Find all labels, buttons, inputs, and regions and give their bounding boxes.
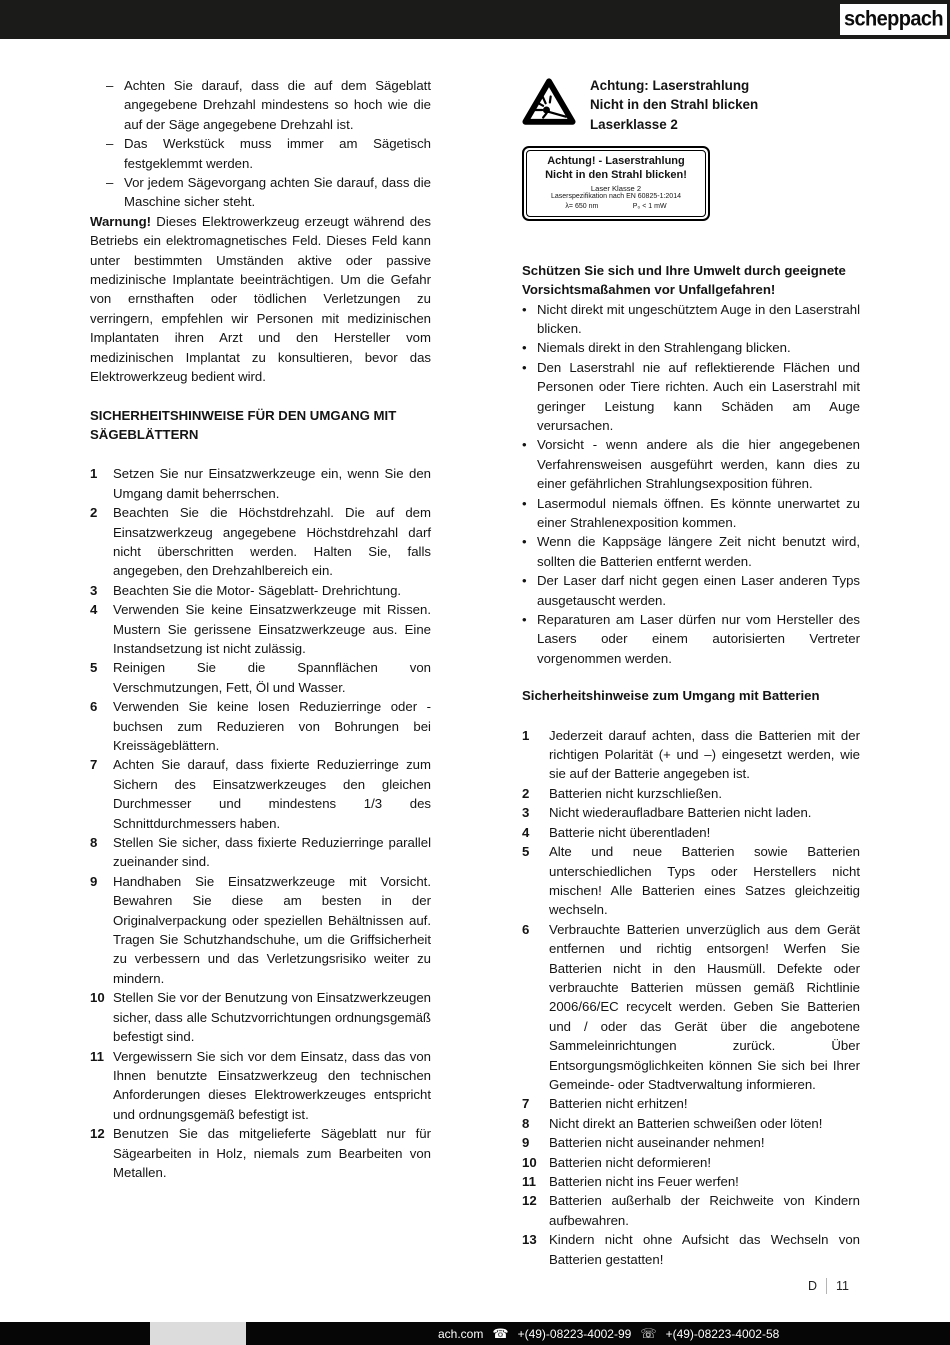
item-number: 7 bbox=[90, 757, 98, 773]
phone-icon: ☎ bbox=[492, 1326, 509, 1341]
list-item bbox=[522, 1114, 860, 1133]
list-item bbox=[522, 1153, 860, 1172]
list-item bbox=[522, 338, 860, 357]
list-item bbox=[522, 1172, 860, 1191]
item-text: Jederzeit darauf achten, dass die Batterien mit der richtigen Polarität (+ und –) eingesetzt werden, wie sie auf der Batterie angegeben ist. bbox=[549, 727, 860, 782]
laser-line: Nicht in den Strahl blicken bbox=[590, 97, 759, 113]
item-text: Nicht direkt mit ungeschütztem Auge in den Laserstrahl blicken. bbox=[537, 301, 860, 336]
bullet-marker: • bbox=[522, 301, 527, 317]
bullet-marker: • bbox=[522, 612, 527, 628]
fax-icon: ☏ bbox=[640, 1326, 657, 1341]
list-item bbox=[522, 726, 860, 784]
item-text: Reinigen Sie die Spannflächen von Verschmutzungen, Fett, Öl und Wasser. bbox=[113, 660, 431, 695]
item-text: Verwenden Sie keine Einsatzwerkzeuge mit Rissen. Mustern Sie gerissene Einsatzwerkzeuge aus. Eine Instandsetzung ist nicht zulässig. bbox=[113, 602, 431, 656]
item-text: Batterie nicht überentladen! bbox=[549, 824, 711, 840]
page-number: 11 bbox=[836, 1279, 849, 1293]
protect-heading: Schützen Sie sich und Ihre Umwelt durch geeignete Vorsichtsmaßahmen vor Unfallgefahren! bbox=[522, 262, 846, 298]
laser-warning-text bbox=[590, 76, 758, 134]
item-text: Setzen Sie nur Einsatzwerkzeuge ein, wenn Sie den Umgang damit beherrschen. bbox=[113, 466, 431, 501]
left-column bbox=[90, 76, 431, 1182]
list-item bbox=[522, 823, 860, 842]
list-item bbox=[522, 532, 860, 571]
warning-paragraph bbox=[90, 212, 431, 387]
list-item bbox=[522, 358, 860, 436]
list-item bbox=[522, 571, 860, 610]
laser-label-inner bbox=[526, 150, 706, 217]
item-text: Nicht direkt an Batterien schweißen oder löten! bbox=[549, 1115, 823, 1131]
list-item bbox=[522, 803, 860, 822]
list-item bbox=[522, 1191, 860, 1230]
page-indicator-divider bbox=[826, 1278, 827, 1294]
list-item bbox=[522, 435, 860, 493]
numbered-list-saegeblaetter bbox=[90, 464, 431, 1182]
header-bar bbox=[0, 0, 950, 39]
laser-line: Laserklasse 2 bbox=[590, 116, 678, 132]
item-number: 12 bbox=[522, 1193, 537, 1209]
footer-website: ach.com bbox=[438, 1326, 484, 1341]
item-text: Stellen Sie sicher, dass fixierte Reduzierringe parallel zueinander sind. bbox=[113, 835, 431, 870]
item-number: 1 bbox=[90, 466, 98, 482]
item-text: Batterien nicht kurzschließen. bbox=[549, 785, 722, 801]
bullet-marker: • bbox=[522, 495, 527, 511]
item-text: Batterien außerhalb der Reichweite von Kindern aufbewahren. bbox=[549, 1193, 860, 1228]
item-text: Batterien nicht deformieren! bbox=[549, 1154, 711, 1170]
footer-contact bbox=[438, 1322, 779, 1345]
item-text: Handhaben Sie Einsatzwerkzeuge mit Vorsicht. Bewahren Sie diese am besten in der Originalverpackung oder speziellen Behältnissen auf. Tragen Sie Schutzhandschuhe, um die Griffsicherheit zu verbessern und das Verletzungsrisiko weiter zu mindern. bbox=[113, 873, 431, 986]
list-item bbox=[522, 784, 860, 803]
item-number: 10 bbox=[90, 990, 105, 1006]
item-text: Reparaturen am Laser dürfen nur vom Hersteller des Lasers oder einem autorisierten Vertreter vorgenommen werden. bbox=[537, 612, 860, 666]
bullet-marker: • bbox=[522, 534, 527, 550]
list-item bbox=[522, 300, 860, 339]
list-item bbox=[106, 76, 431, 134]
list-item bbox=[90, 1124, 431, 1182]
item-number: 11 bbox=[90, 1048, 104, 1064]
item-number: 11 bbox=[522, 1174, 536, 1189]
label-spec-line bbox=[531, 202, 701, 211]
item-number: 10 bbox=[522, 1154, 537, 1170]
item-number: 4 bbox=[90, 602, 98, 618]
warning-text: Dieses Elektrowerkzeug erzeugt während des Betriebs ein elektromagnetisches Feld. Dieses Feld kann unter bestimmten Umständen aktive oder passive medizinische Implantate beeinträchtigen. Um die Gefahr von ernsthaften oder tödlichen Verletzungen zu verringern, empfehlen wir Personen mit medizinischen Implantaten ihren Arzt und den Hersteller vom medizinischen Implantat zu konsultieren, bevor das Elektrowerkzeug bedient wird. bbox=[90, 213, 431, 385]
footer-bar bbox=[0, 1322, 950, 1345]
item-number: 2 bbox=[522, 785, 530, 801]
item-number: 9 bbox=[522, 1135, 530, 1151]
list-item bbox=[90, 658, 431, 697]
item-text: Vergewissern Sie sich vor dem Einsatz, dass das von Ihnen benutzte Einsatzwerkzeug den technischen Anforderungen dieses Elektrowerkzeuges entspricht und ordnungsgemäß befestigt ist. bbox=[113, 1048, 431, 1122]
bullet-marker: • bbox=[522, 437, 527, 453]
item-number: 12 bbox=[90, 1126, 105, 1142]
label-line: Laser Klasse 2 bbox=[590, 184, 642, 194]
logo-text: scheppach bbox=[843, 7, 944, 31]
item-number: 5 bbox=[522, 844, 530, 860]
item-number: 13 bbox=[522, 1232, 537, 1248]
list-item bbox=[522, 610, 860, 668]
list-item bbox=[90, 1047, 431, 1125]
item-text: Beachten Sie die Motor- Sägeblatt- Drehrichtung. bbox=[113, 582, 402, 598]
item-number: 7 bbox=[522, 1096, 530, 1112]
item-text: Beachten Sie die Höchstdrehzahl. Die auf dem Einsatzwerkzeug angegebene Höchstdrehzahl darf nicht überschritten werden. Halten Sie, falls angegeben, den Drehzahlbereich ein. bbox=[113, 505, 431, 579]
item-text: Niemals direkt in den Strahlengang blicken. bbox=[537, 340, 791, 356]
item-text: Benutzen Sie das mitgelieferte Sägeblatt nur für Sägearbeiten in Holz, niemals zum Bearbeiten von Metallen. bbox=[113, 1126, 431, 1180]
label-line: Nicht in den Strahl blicken! bbox=[545, 168, 687, 181]
list-item bbox=[90, 503, 431, 581]
list-item bbox=[90, 833, 431, 872]
laser-line: Achtung: Laserstrahlung bbox=[590, 78, 750, 93]
label-line: Laserspezifikation nach EN 60825-1:2014 bbox=[551, 193, 681, 201]
battery-heading: Sicherheitshinweise zum Umgang mit Batterien bbox=[522, 688, 820, 704]
dash-marker: – bbox=[106, 136, 114, 152]
item-text: Das Werkstück muss immer am Sägetisch festgeklemmt werden. bbox=[124, 136, 431, 171]
item-text: Wenn die Kappsäge längere Zeit nicht benutzt wird, sollten die Batterien entfernt werden. bbox=[537, 534, 860, 569]
list-item bbox=[90, 581, 431, 600]
list-item bbox=[90, 988, 431, 1046]
item-number: 1 bbox=[522, 727, 530, 743]
list-item bbox=[522, 494, 860, 533]
item-text: Nicht wiederaufladbare Batterien nicht laden. bbox=[549, 805, 812, 821]
item-number: 6 bbox=[90, 699, 98, 715]
item-number: 2 bbox=[90, 505, 98, 521]
scheppach-logo bbox=[840, 4, 947, 35]
item-text: Achten Sie darauf, dass fixierte Reduzierringe zum Sichern des Einsatzwerkzeuges den gleichen Durchmesser und mindestens 1/3 des Schnittdurchmessers haben. bbox=[113, 757, 431, 831]
item-number: 9 bbox=[90, 873, 98, 889]
laser-bullet-list bbox=[522, 300, 860, 669]
label-power: P₀ < 1 mW bbox=[632, 202, 667, 210]
item-text: Kindern nicht ohne Aufsicht das Wechseln von Batterien gestatten! bbox=[549, 1232, 860, 1267]
dash-marker: – bbox=[106, 78, 114, 93]
item-text: Batterien nicht ins Feuer werfen! bbox=[549, 1174, 739, 1189]
bullet-marker: • bbox=[522, 340, 527, 356]
bullet-marker: • bbox=[522, 359, 527, 375]
item-number: 8 bbox=[522, 1115, 530, 1131]
footer-fax: +(49)-08223-4002-58 bbox=[665, 1326, 780, 1341]
list-item bbox=[106, 134, 431, 173]
list-item bbox=[106, 173, 431, 212]
item-number: 5 bbox=[90, 660, 98, 676]
item-text: Verbrauchte Batterien unverzüglich aus dem Gerät entfernen und richtig entsorgen! Werfen Sie Batterien nicht in den Hausmüll. Defekte oder verbrauchte Batterien müssen gemäß Richtlinie 2006/66/EC recycelt werden. Geben Sie Batterien und / oder das Gerät über die angebotene Sammeleinrichtungen zurück. Über Entsorgungsmöglichkeiten können Sie sich bei Ihrer Gemeinde- oder Stadtverwaltung informieren. bbox=[549, 921, 860, 1092]
item-text: Batterien nicht auseinander nehmen! bbox=[549, 1135, 765, 1151]
bullet-marker: • bbox=[522, 573, 527, 589]
item-text: Vor jedem Sägevorgang achten Sie darauf, dass die Maschine sicher steht. bbox=[124, 175, 431, 210]
dash-list bbox=[90, 76, 431, 212]
list-item bbox=[522, 842, 860, 920]
list-item bbox=[522, 920, 860, 1095]
warning-label: Warnung! bbox=[90, 213, 152, 229]
footer-phone: +(49)-08223-4002-99 bbox=[517, 1326, 632, 1341]
laser-warning-header bbox=[522, 76, 860, 134]
item-text: Vorsicht - wenn andere als die hier angegebenen Verfahrensweisen ausgeführt werden, kann dies zu einer gefährlichen Strahlungsexposition führen. bbox=[537, 437, 860, 492]
battery-numbered-list bbox=[522, 726, 860, 1269]
item-number: 4 bbox=[522, 824, 530, 840]
list-item bbox=[522, 1230, 860, 1269]
section-heading-saegeblaetter: SICHERHEITSHINWEISE FÜR DEN UMGANG MIT SÄGEBLÄTTERN bbox=[90, 407, 397, 442]
list-item bbox=[522, 1133, 860, 1152]
list-item bbox=[522, 1094, 860, 1113]
page-indicator bbox=[808, 1278, 849, 1294]
dash-marker: – bbox=[106, 175, 114, 191]
list-item bbox=[90, 697, 431, 755]
item-text: Batterien nicht erhitzen! bbox=[549, 1096, 688, 1112]
item-number: 3 bbox=[522, 805, 530, 821]
footer-notch bbox=[150, 1322, 246, 1345]
item-text: Lasermodul niemals öffnen. Es könnte unerwartet zu einer Strahlenexposition kommen. bbox=[537, 495, 860, 530]
list-item bbox=[90, 464, 431, 503]
right-column bbox=[522, 76, 860, 1269]
list-item bbox=[90, 600, 431, 658]
item-text: Achten Sie darauf, dass die auf dem Sägeblatt angegebene Drehzahl mindestens so hoch wie die auf der Säge angegebene Drehzahl ist. bbox=[124, 78, 431, 132]
label-lambda: λ= 650 nm bbox=[565, 202, 599, 210]
page-country-letter: D bbox=[807, 1279, 818, 1293]
item-number: 8 bbox=[90, 835, 98, 851]
item-number: 6 bbox=[522, 921, 530, 937]
laser-label-plate bbox=[522, 146, 710, 221]
item-text: Verwenden Sie keine losen Reduzierringe oder -buchsen zum Reduzieren von Bohrungen bei Kreissägeblättern. bbox=[113, 699, 431, 753]
item-number: 3 bbox=[90, 582, 98, 598]
item-text: Stellen Sie vor der Benutzung von Einsatzwerkzeugen sicher, dass alle Schutzvorrichtungen ordnungsgemäß befestigt sind. bbox=[113, 990, 431, 1045]
label-line: Achtung! - Laserstrahlung bbox=[547, 155, 685, 168]
item-text: Alte und neue Batterien sowie Batterien unterschiedlichen Typs oder Herstellers nicht mischen! Alle Batterien eines Satzes gleichzeitig wechseln. bbox=[549, 844, 860, 918]
item-text: Den Laserstrahl nie auf reflektierende Flächen und Personen oder Tiere richten. Auch ein Laserstrahl mit geringer Leistung kann Schäden am Auge verursachen. bbox=[537, 359, 860, 433]
list-item bbox=[90, 872, 431, 988]
list-item bbox=[90, 755, 431, 833]
item-text: Der Laser darf nicht gegen einen Laser anderen Typs ausgetauscht werden. bbox=[537, 573, 860, 608]
laser-warning-icon bbox=[522, 76, 578, 131]
